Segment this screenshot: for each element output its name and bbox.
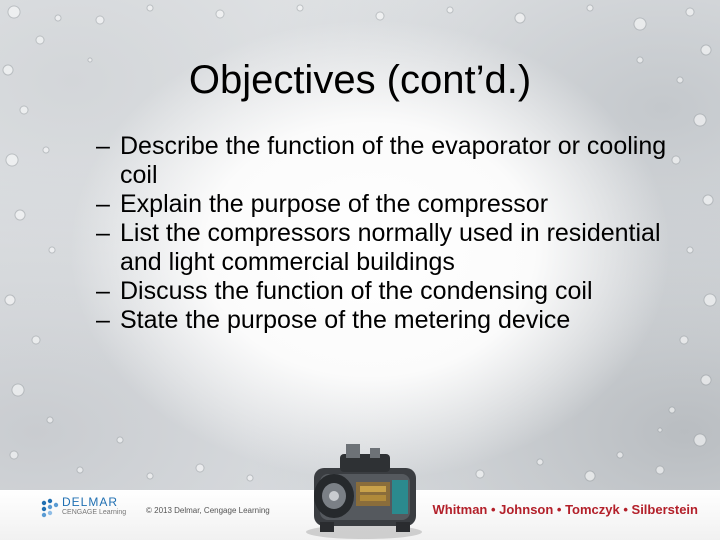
objective-text: Explain the purpose of the compressor [120,190,549,218]
objectives-list [96,132,676,335]
publisher-name: DELMAR [62,495,119,509]
slide-title: Objectives (cont’d.) [188,58,532,102]
objective-text: State the purpose of the metering device [120,306,571,334]
bullet-dash: – [96,219,110,247]
publisher-subtitle: CENGAGE Learning [62,509,127,516]
objective-text: Discuss the function of the condensing coil [120,277,593,305]
bullet-dash: – [96,132,110,160]
objective-item [96,190,676,219]
bullet-dash: – [96,190,110,218]
objective-text: List the compressors normally used in residential and light commercial buildings [120,219,661,276]
bullet-dash: – [96,306,110,334]
objective-item [96,132,676,190]
copyright-notice: © 2013 Delmar, Cengage Learning [146,506,270,515]
bullet-dash: – [96,277,110,305]
objective-text: Describe the function of the evaporator or cooling coil [120,132,667,189]
delmar-logo-icon [40,497,60,521]
compressor-image [300,432,430,540]
objective-item [96,277,676,306]
objective-item [96,219,676,277]
authors-line: Whitman • Johnson • Tomczyk • Silberstein [432,502,698,517]
objective-item [96,306,676,335]
